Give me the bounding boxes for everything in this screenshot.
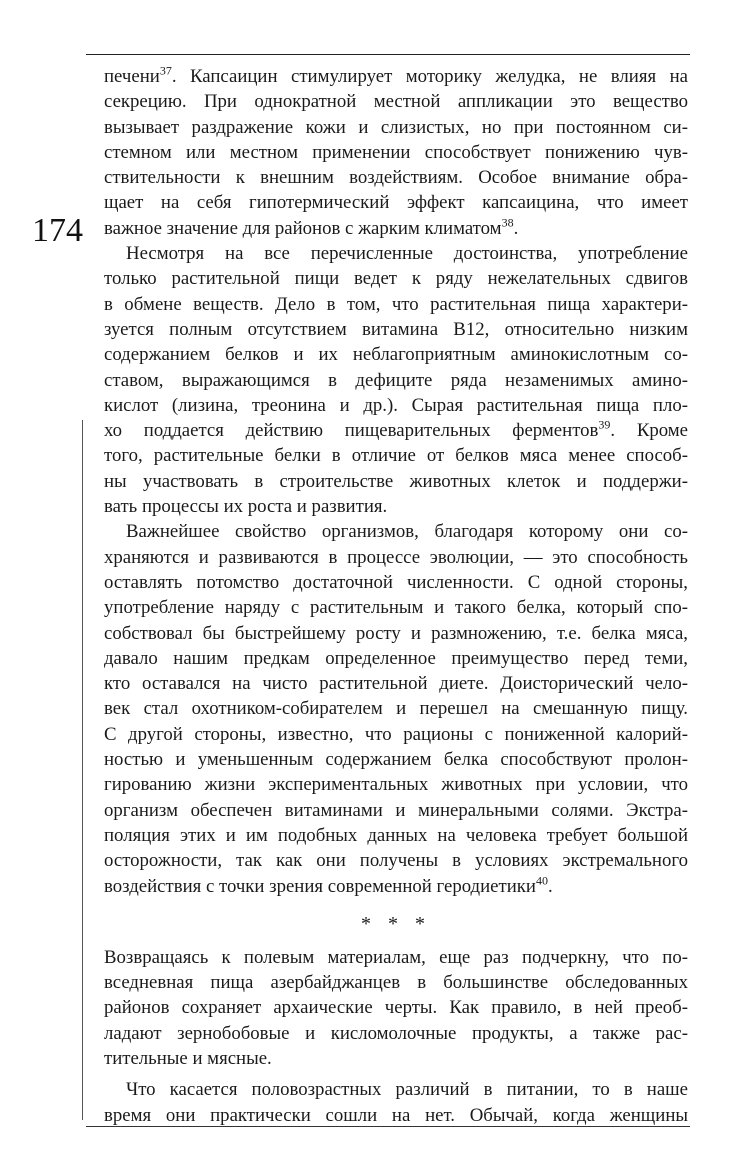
- footnote-marker: 39: [598, 418, 611, 432]
- text-line: вседневная пища азербайджанцев в большинстве обследованных: [104, 972, 688, 994]
- text-line: стемном или местном применении способствует понижению чув-: [104, 141, 688, 163]
- footnote-marker: 40: [535, 873, 548, 888]
- footnote-marker: 38: [501, 215, 514, 230]
- text-line: вызывает раздражение кожи и слизистых, но при постоянном си-: [104, 116, 688, 138]
- text-line: кто оставался на чисто растительной диете. Доисторический чело-: [104, 673, 688, 695]
- text-line: давало нашим предкам определенное преимущество перед теми,: [104, 647, 688, 669]
- text-line: только растительной пищи ведет к ряду нежелательных сдвигов: [104, 268, 688, 290]
- text-line: печени$^{37}$. Капсаицин стимулирует моторику желудка, не влияя на: [104, 64, 688, 87]
- footnote-marker: 37: [159, 64, 172, 78]
- text-line: храняются и развиваются в процессе эволюции, — это способность: [104, 546, 688, 568]
- text-line: в обмене веществ. Дело в том, что растительная пища характери-: [104, 293, 688, 315]
- section-separator: * * *: [361, 912, 431, 935]
- text-line: оставлять потомство достаточной численности. С одной стороны,: [104, 571, 688, 593]
- text-line: ствительности к внешним воздействиям. Особое внимание обра-: [104, 167, 688, 189]
- text-line: С другой стороны, известно, что рационы с пониженной калорий-: [104, 723, 688, 745]
- text-line: кислот (лизина, треонина и др.). Сырая растительная пища пло-: [104, 394, 688, 416]
- text-line: ладают зернобобовые и кисломолочные продукты, а также рас-: [104, 1022, 688, 1044]
- text-line: Что касается половозрастных различий в питании, то в наше: [126, 1079, 688, 1101]
- text-line: содержанием белков и их неблагоприятным аминокислотным со-: [104, 344, 688, 366]
- text-line: организм обеспечен витаминами и минеральными солями. Экстра-: [104, 799, 688, 821]
- text-line: осторожности, так как они получены в условиях экстремального: [104, 850, 688, 872]
- page-number: 174: [32, 212, 83, 249]
- text-line: районов сохраняет архаические черты. Как правило, в ней преоб-: [104, 997, 688, 1019]
- page-text: [104, 64, 688, 1128]
- margin-line: [82, 420, 83, 1120]
- bottom-rule: [86, 1126, 690, 1127]
- text-line: век стал охотником-собирателем и перешел на смешанную пищу.: [104, 698, 688, 720]
- text-line: Возвращаясь к полевым материалам, еще раз подчеркну, что по-: [104, 946, 688, 968]
- text-line: ностью и уменьшенным содержанием белка способствуют пролон-: [104, 749, 688, 771]
- text-line: гированию жизни экспериментальных животных при условии, что: [104, 774, 688, 796]
- text-line: вать процессы их роста и развития.: [104, 496, 388, 518]
- text-line: тительные и мясные.: [104, 1047, 272, 1069]
- text-line: того, растительные белки в отличие от белков мяса менее способ-: [104, 445, 688, 467]
- text-line: секрецию. При однократной местной аппликации это вещество: [104, 91, 688, 113]
- top-rule: [86, 54, 690, 55]
- text-line: воздействия с точки зрения современной геродиетики$^{40}$.: [104, 873, 553, 897]
- text-line: собствовал бы быстрейшему росту и размножению, т.е. белка мяса,: [104, 622, 688, 644]
- text-line: Несмотря на все перечисленные достоинства, употребление: [126, 243, 688, 265]
- text-line: ставом, выражающимся в дефиците ряда незаменимых амино-: [104, 369, 688, 391]
- text-line: поляция этих и им подобных данных на человека требует большой: [104, 824, 688, 846]
- text-line: щает на себя гипотермический эффект капсаицина, что имеет: [104, 192, 688, 214]
- text-line: употребление наряду с растительным и такого белка, который спо-: [104, 597, 688, 619]
- text-line: время они практически сошли на нет. Обычай, когда женщины: [104, 1104, 688, 1126]
- text-line: Важнейшее свойство организмов, благодаря которому они со-: [126, 521, 688, 543]
- text-line: хо поддается действию пищеварительных ферментов$^{39}$. Кроме: [104, 418, 688, 442]
- text-line: ны участвовать в строительстве животных клеток и поддержи-: [104, 470, 688, 492]
- text-line: зуется полным отсутствием витамина B12, относительно низким: [104, 318, 688, 340]
- text-line: важное значение для районов с жарким климатом$^{38}$.: [104, 215, 519, 239]
